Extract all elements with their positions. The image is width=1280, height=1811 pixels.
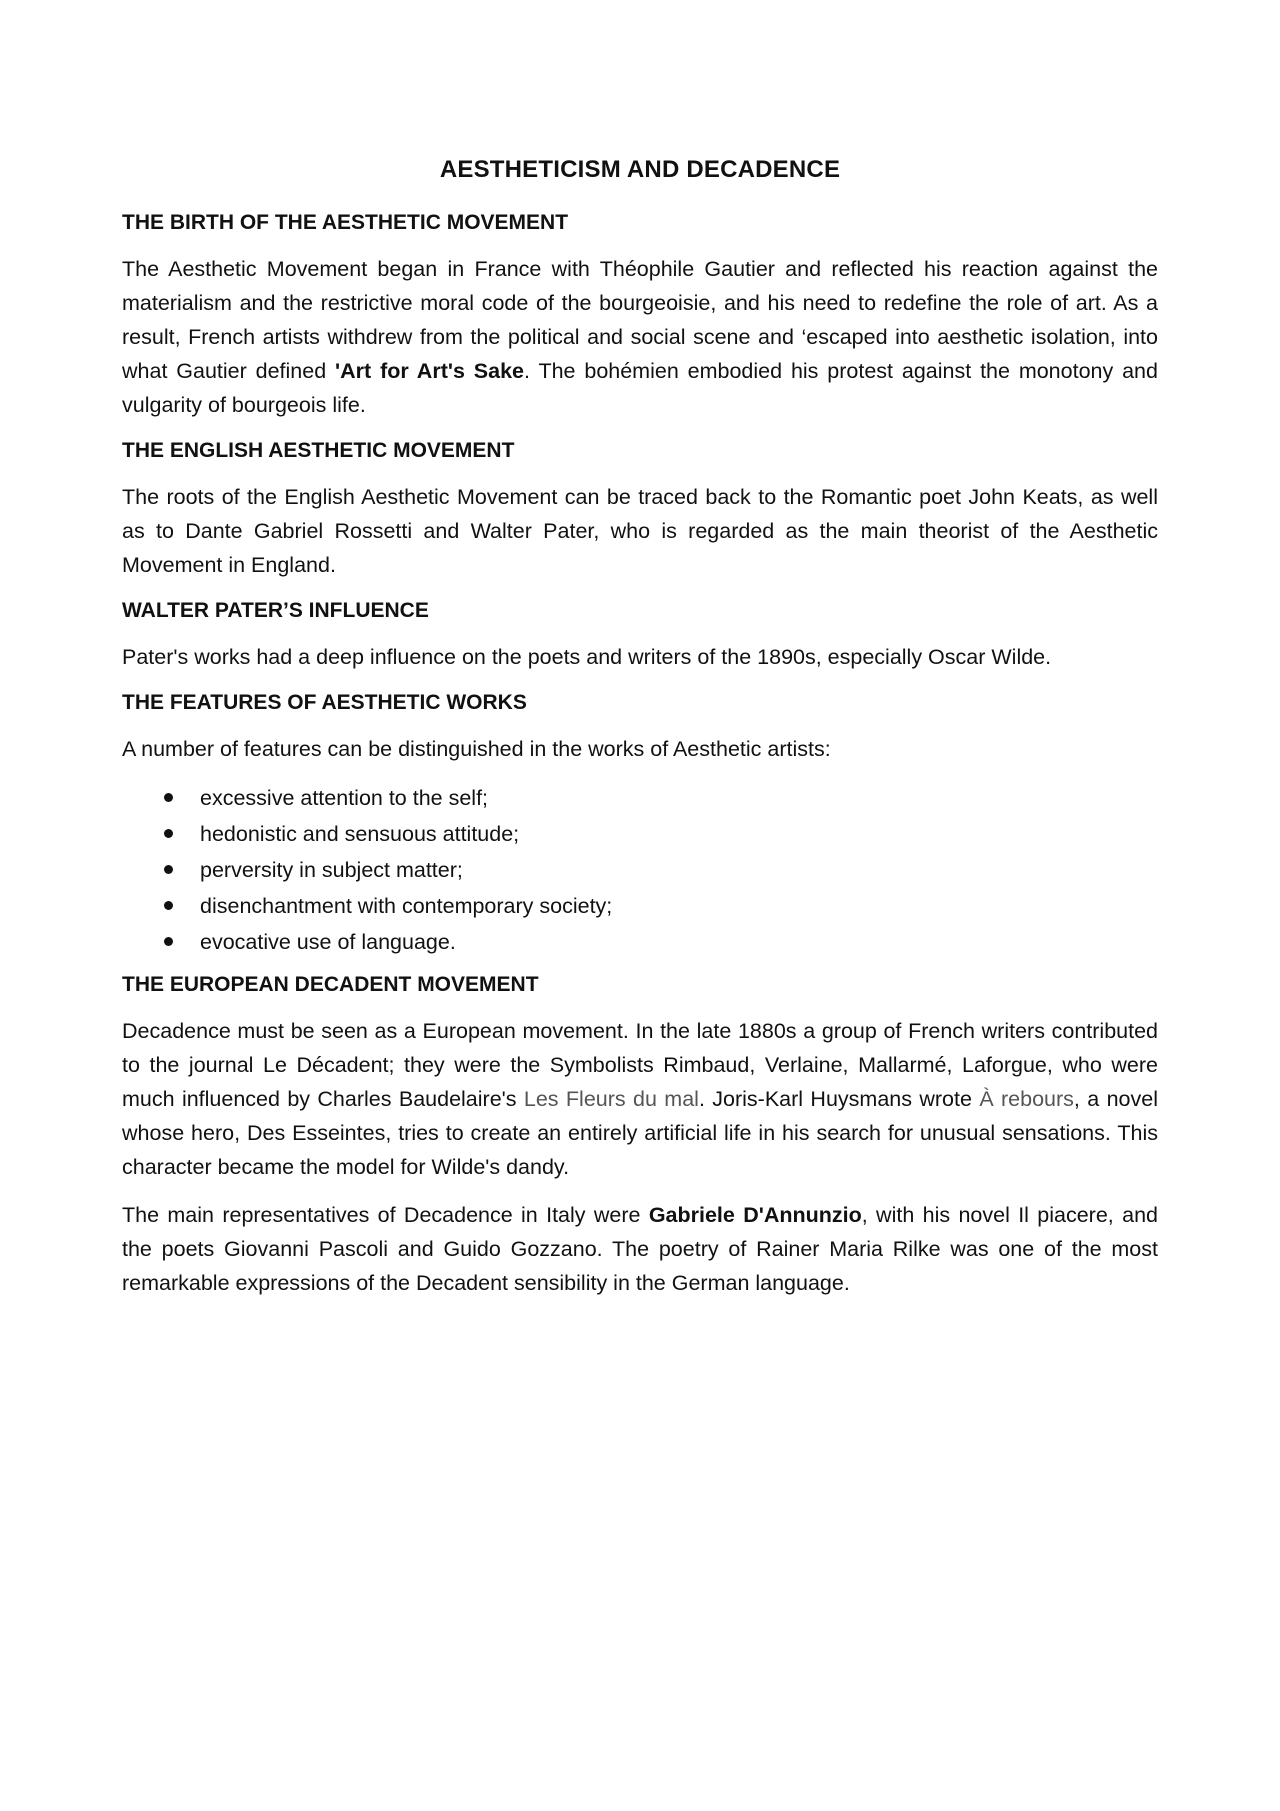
section-heading-english: THE ENGLISH AESTHETIC MOVEMENT (122, 439, 515, 462)
paragraph-decadent-2 (122, 1198, 1158, 1300)
list-item-text: excessive attention to the self; (200, 786, 489, 810)
paragraph-features-intro: A number of features can be distinguished in the works of Aesthetic artists: (122, 737, 831, 761)
document-content (122, 150, 1158, 1314)
bold-phrase: 'Art for Art's Sake (335, 359, 524, 383)
paragraph-birth (122, 252, 1158, 422)
book-title: Les Fleurs du mal (523, 1087, 699, 1111)
text-run: , with his novel Il piacere, and the poets Giovanni Pascoli and Guido Gozzano. The poetry of Rainer Maria Rilke was one of the most remarkable expressions of the Decadent sensibility in the German language. (122, 1203, 1158, 1295)
bullet-icon (164, 937, 173, 946)
bullet-icon (164, 793, 173, 802)
paragraph-decadent-1 (122, 1014, 1158, 1184)
paragraph-english: The roots of the English Aesthetic Movement can be traced back to the Romantic poet John Keats, as well as to Dante Gabriel Rossetti and Walter Pater, who is regarded as the main theorist of the Aesthetic Movement in England. (122, 485, 1158, 577)
list-item (122, 816, 1158, 852)
book-title: À rebours (979, 1087, 1074, 1111)
list-item (122, 852, 1158, 888)
list-item-text: evocative use of language. (200, 930, 456, 954)
text-run: The Aesthetic Movement began in France with Théophile Gautier and reflected his reaction against the materialism and the restrictive moral code of the bourgeoisie, and his need to redefine the role of art. As a result, French artists withdrew from the political and social scene and ‘escaped into aesthetic isolation, into what Gautier defined (122, 257, 1158, 383)
features-list (122, 780, 1158, 960)
list-item-text: disenchantment with contemporary society; (200, 894, 613, 918)
text-run: . Joris-Karl Huysmans wrote (698, 1087, 980, 1111)
list-item-text: hedonistic and sensuous attitude; (200, 822, 520, 846)
section-heading-birth: THE BIRTH OF THE AESTHETIC MOVEMENT (122, 211, 569, 234)
list-item (122, 924, 1158, 960)
bullet-icon (164, 865, 173, 874)
list-item (122, 888, 1158, 924)
text-run: . The bohémien embodied his protest against the monotony and vulgarity of bourgeois life. (122, 359, 1158, 417)
section-heading-features: THE FEATURES OF AESTHETIC WORKS (122, 691, 527, 714)
text-run: Decadence must be seen as a European movement. In the late 1880s a group of French writers contributed to the journal Le Décadent; they were the Symbolists Rimbaud, Verlaine, Mallarmé, Laforgue, who were much influenced by Charles Baudelaire's (122, 1019, 1158, 1111)
list-item-text: perversity in subject matter; (200, 858, 463, 882)
section-heading-decadent: THE EUROPEAN DECADENT MOVEMENT (122, 973, 539, 996)
section-heading-pater: WALTER PATER’S INFLUENCE (122, 599, 429, 622)
bullet-icon (164, 829, 173, 838)
text-run: , a novel whose hero, Des Esseintes, tries to create an entirely artificial life in his search for unusual sensations. This character became the model for Wilde's dandy. (122, 1087, 1158, 1179)
bold-phrase: Gabriele D'Annunzio (648, 1203, 862, 1227)
list-item (122, 780, 1158, 816)
text-run: The main representatives of Decadence in Italy were (122, 1203, 649, 1227)
document-title: AESTHETICISM AND DECADENCE (439, 156, 841, 183)
bullet-icon (164, 901, 173, 910)
paragraph-pater: Pater's works had a deep influence on the poets and writers of the 1890s, especially Oscar Wilde. (122, 645, 1052, 669)
